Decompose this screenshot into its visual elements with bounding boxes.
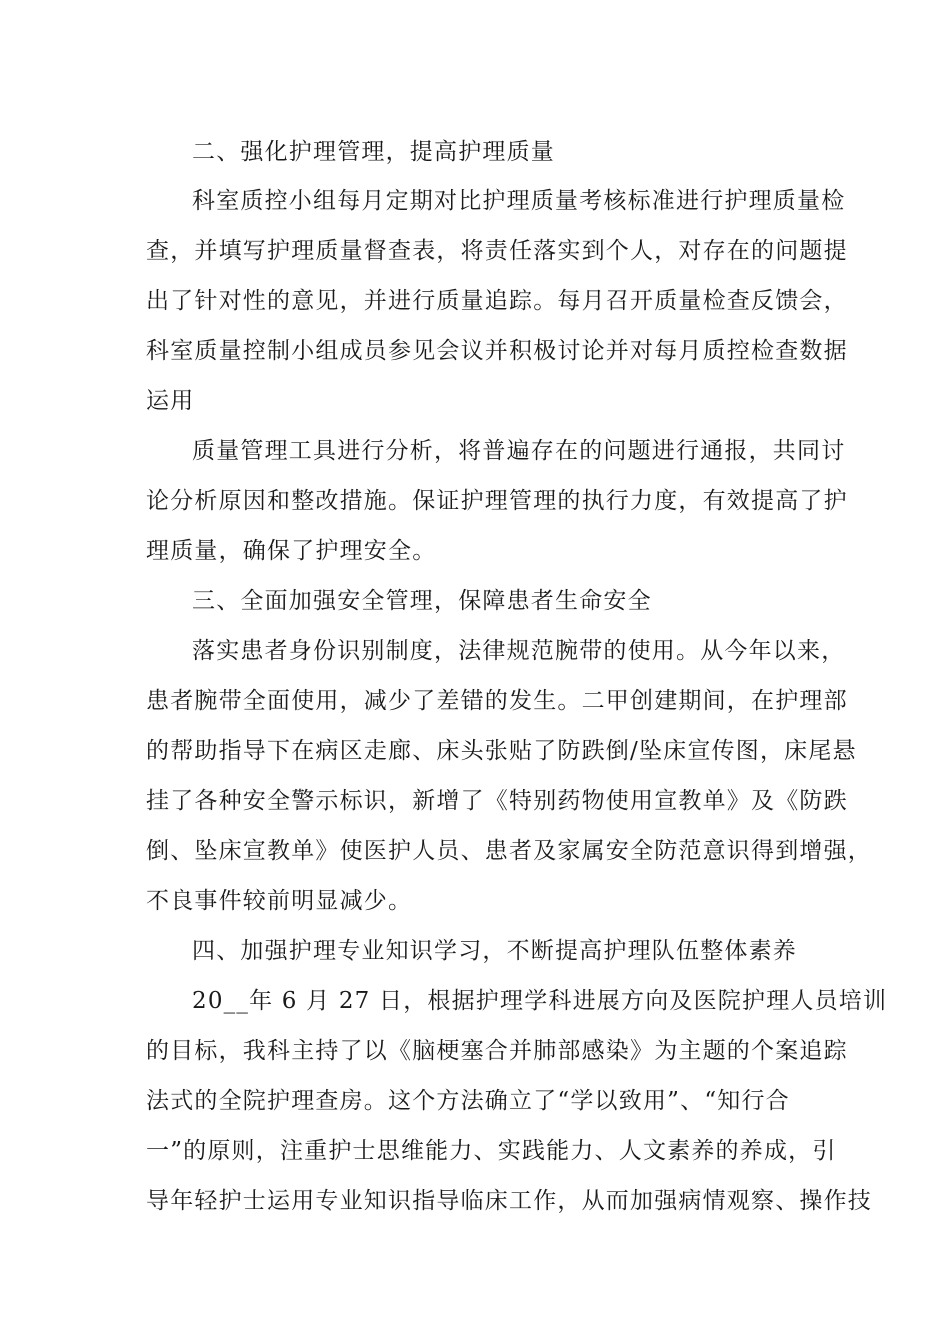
paragraph-line: 出了针对性的意见，并进行质量追踪。每月召开质量检查反馈会，: [146, 288, 848, 314]
paragraph-line: 科室质控小组每月定期对比护理质量考核标准进行护理质量检: [192, 188, 846, 214]
paragraph-line: 不良事件较前明显减少。: [146, 888, 413, 914]
paragraph-line: 倒、坠床宣教单》使医护人员、患者及家属安全防范意识得到增强，: [146, 838, 872, 864]
section-heading-4: 四、加强护理专业知识学习，不断提高护理队伍整体素养: [192, 938, 797, 964]
paragraph-line: 理质量，确保了护理安全。: [146, 538, 437, 564]
paragraph-line: 法式的全院护理查房。这个方法确立了“学以致用”、“知行合: [146, 1088, 790, 1114]
paragraph-line: 的帮助指导下在病区走廊、床头张贴了防跌倒/坠床宣传图，床尾悬: [146, 738, 857, 764]
section-heading-3: 三、全面加强安全管理，保障患者生命安全: [192, 588, 652, 614]
paragraph-line: 20__年 6 月 27 日，根据护理学科进展方向及医院护理人员培训: [192, 988, 888, 1014]
paragraph-line: 挂了各种安全警示标识，新增了《特别药物使用宣教单》及《防跌: [146, 788, 848, 814]
paragraph-line: 论分析原因和整改措施。保证护理管理的执行力度，有效提高了护: [146, 488, 848, 514]
paragraph-line: 科室质量控制小组成员参见会议并积极讨论并对每月质控检查数据: [146, 338, 848, 364]
section-heading-2: 二、强化护理管理，提高护理质量: [192, 139, 555, 165]
paragraph-line: 运用: [146, 388, 195, 414]
paragraph-line: 落实患者身份识别制度，法律规范腕带的使用。从今年以来，: [192, 638, 846, 664]
paragraph-line: 质量管理工具进行分析，将普遍存在的问题进行通报，共同讨: [192, 438, 846, 464]
paragraph-line: 导年轻护士运用专业知识指导临床工作，从而加强病情观察、操作技: [146, 1188, 872, 1214]
paragraph-line: 一”的原则，注重护士思维能力、实践能力、人文素养的养成，引: [146, 1138, 837, 1164]
paragraph-line: 的目标，我科主持了以《脑梗塞合并肺部感染》为主题的个案追踪: [146, 1038, 848, 1064]
paragraph-line: 患者腕带全面使用，减少了差错的发生。二甲创建期间，在护理部: [146, 688, 848, 714]
paragraph-line: 查，并填写护理质量督查表，将责任落实到个人，对存在的问题提: [146, 238, 848, 264]
